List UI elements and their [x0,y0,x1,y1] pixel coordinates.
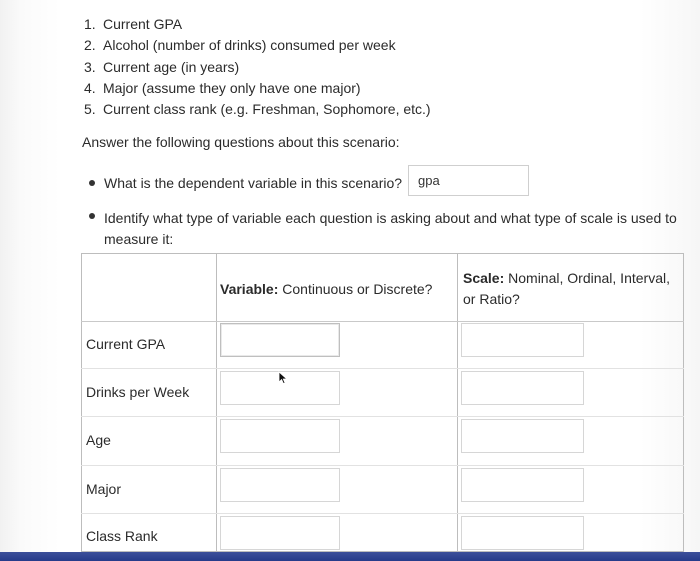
row-label-class-rank: Class Rank [86,528,158,544]
instruction-text: Answer the following questions about this scenario: [82,134,400,150]
scale-input-current-gpa[interactable] [461,323,584,357]
table-row-divider [81,368,684,369]
dependent-variable-question: What is the dependent variable in this scenario? [104,175,403,191]
scale-input-class-rank[interactable] [461,516,584,550]
table-column-divider [216,253,217,552]
list-item: 5. Current class rank (e.g. Freshman, Sophomore, etc.) [84,101,431,118]
scale-input-drinks-per-week[interactable] [461,371,584,405]
bottom-bar [0,552,700,561]
row-label-age: Age [86,432,111,448]
scale-column-header: Scale: Nominal, Ordinal, Interval, or Ratio? [463,270,670,307]
table-row-divider [81,465,684,466]
row-label-major: Major [86,481,122,497]
table-row-divider [81,416,684,417]
scenario-variable-list [84,14,431,120]
variable-input-current-gpa[interactable] [220,323,340,357]
variable-column-header: Variable: Continuous or Discrete? [220,281,433,297]
row-label-current-gpa: Current GPA [86,336,166,352]
scale-input-major[interactable] [461,468,584,502]
variable-input-class-rank[interactable] [220,516,340,550]
list-item: 3. Current age (in years) [84,58,240,75]
variable-input-age[interactable] [220,419,340,453]
mouse-pointer-icon [278,371,290,385]
table-row-divider [81,513,684,514]
list-item: 1. Current GPA [84,16,183,32]
list-item: 4. Major (assume they only have one major) [84,79,361,96]
bullet-icon [89,180,95,186]
list-item: 2. Alcohol (number of drinks) consumed per week [84,37,396,54]
scale-input-age[interactable] [461,419,584,453]
table-header-divider [81,321,684,322]
variable-type-question: Identify what type of variable each question is asking about and what type of scale is used to measure it: [104,210,677,247]
variable-input-major[interactable] [220,468,340,502]
table-column-divider [457,253,458,552]
bullet-icon [89,213,95,219]
row-label-drinks-per-week: Drinks per Week [86,384,190,400]
dependent-variable-input[interactable]: gpa [408,165,529,196]
